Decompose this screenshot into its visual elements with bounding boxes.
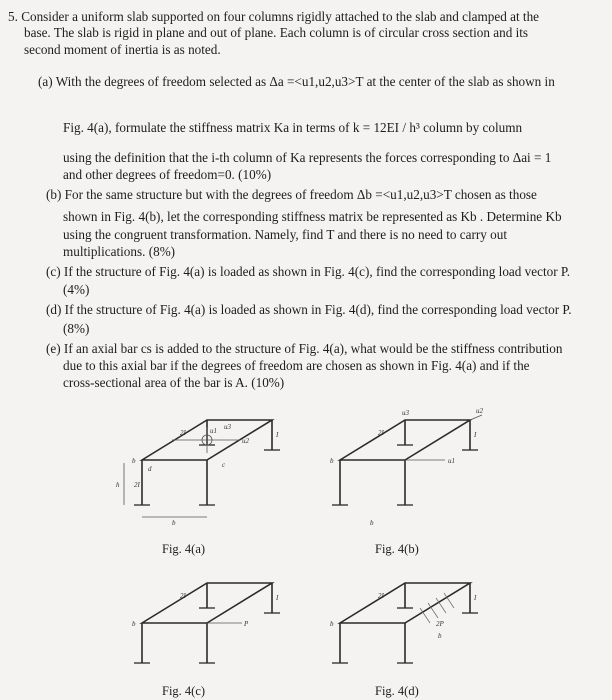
part-a-line-2: Fig. 4(a), formulate the stiffness matrix Ka in terms of k = 12EI / h³ column by column — [63, 120, 523, 135]
label-b-bottom: b — [172, 519, 176, 527]
label-u3: u3 — [224, 423, 231, 431]
part-b-line-4: multiplications. (8%) — [63, 244, 176, 259]
label-u1: u1 — [210, 427, 217, 435]
part-b-line-3: using the congruent transformation. Namely, find T and there is no need to carry out — [63, 227, 507, 242]
label-I: I — [474, 431, 477, 439]
part-a-line-3: using the definition that the i-th column of Ka represents the forces corresponding to Δai = 1 — [63, 150, 552, 165]
load-b-label: b — [438, 632, 442, 640]
part-b-line-2: shown in Fig. 4(b), let the corresponding stiffness matrix be represented as Kb . Determine Kb — [63, 209, 562, 224]
label-2I: 2I — [180, 429, 186, 437]
caption-fig-4c: Fig. 4(c) — [162, 684, 206, 698]
part-a-line-4: and other degrees of freedom=0. (10%) — [63, 167, 272, 182]
question-intro-line-1: 5. Consider a uniform slab supported on four columns rigidly attached to the slab and clamped at the — [8, 9, 540, 24]
label-u1: u1 — [448, 457, 455, 465]
label-h: h — [116, 481, 120, 489]
caption-fig-4a: Fig. 4(a) — [162, 542, 206, 556]
label-2I: 2I — [180, 592, 186, 600]
part-c-line-1: (c) If the structure of Fig. 4(a) is loaded as shown in Fig. 4(c), find the corresponding load vector P. — [46, 264, 571, 279]
label-2I: 2I — [378, 429, 384, 437]
label-2I: 2I — [378, 592, 384, 600]
load-P-label: P — [244, 620, 249, 628]
part-c-line-2: (4%) — [63, 282, 90, 297]
label-b: b — [132, 457, 136, 465]
label-I: I — [276, 594, 279, 602]
label-b: b — [330, 620, 334, 628]
label-d: d — [148, 465, 152, 473]
figure-4b — [310, 405, 485, 527]
part-d-line-1: (d) If the structure of Fig. 4(a) is loaded as shown in Fig. 4(d), find the corresponding load vector P. — [46, 302, 572, 317]
part-e-line-2: due to this axial bar if the degrees of freedom are chosen as shown in Fig. 4(a) and if the — [63, 358, 530, 373]
load-2P-label: 2P — [436, 620, 444, 628]
figure-4a — [112, 405, 287, 527]
label-u3: u3 — [402, 409, 409, 417]
label-b-bottom: b — [370, 519, 374, 527]
part-d-line-2: (8%) — [63, 321, 90, 336]
part-b-line-1: (b) For the same structure but with the degrees of freedom Δb =<u1,u2,u3>T chosen as those — [46, 187, 537, 202]
caption-fig-4d: Fig. 4(d) — [375, 684, 419, 698]
caption-fig-4b: Fig. 4(b) — [375, 542, 419, 556]
question-intro-line-2: base. The slab is rigid in plane and out of plane. Each column is of circular cross section and its — [24, 25, 529, 40]
label-b: b — [330, 457, 334, 465]
label-2I-left: 2I — [134, 481, 140, 489]
part-e-line-3: cross-sectional area of the bar is A. (10%) — [63, 375, 285, 390]
question-intro-line-3: second moment of inertia is as noted. — [24, 42, 221, 57]
label-u2: u2 — [242, 437, 249, 445]
part-a-line-1: (a) With the degrees of freedom selected as Δa =<u1,u2,u3>T at the center of the slab as shown in — [38, 74, 555, 89]
label-b: b — [132, 620, 136, 628]
label-c: c — [222, 461, 226, 469]
figure-4c — [112, 568, 287, 678]
label-I: I — [474, 594, 477, 602]
part-e-line-1: (e) If an axial bar cs is added to the structure of Fig. 4(a), what would be the stiffness contribution — [46, 341, 563, 356]
figure-4d — [310, 568, 485, 678]
label-I: I — [276, 431, 279, 439]
label-u2: u2 — [476, 407, 483, 415]
